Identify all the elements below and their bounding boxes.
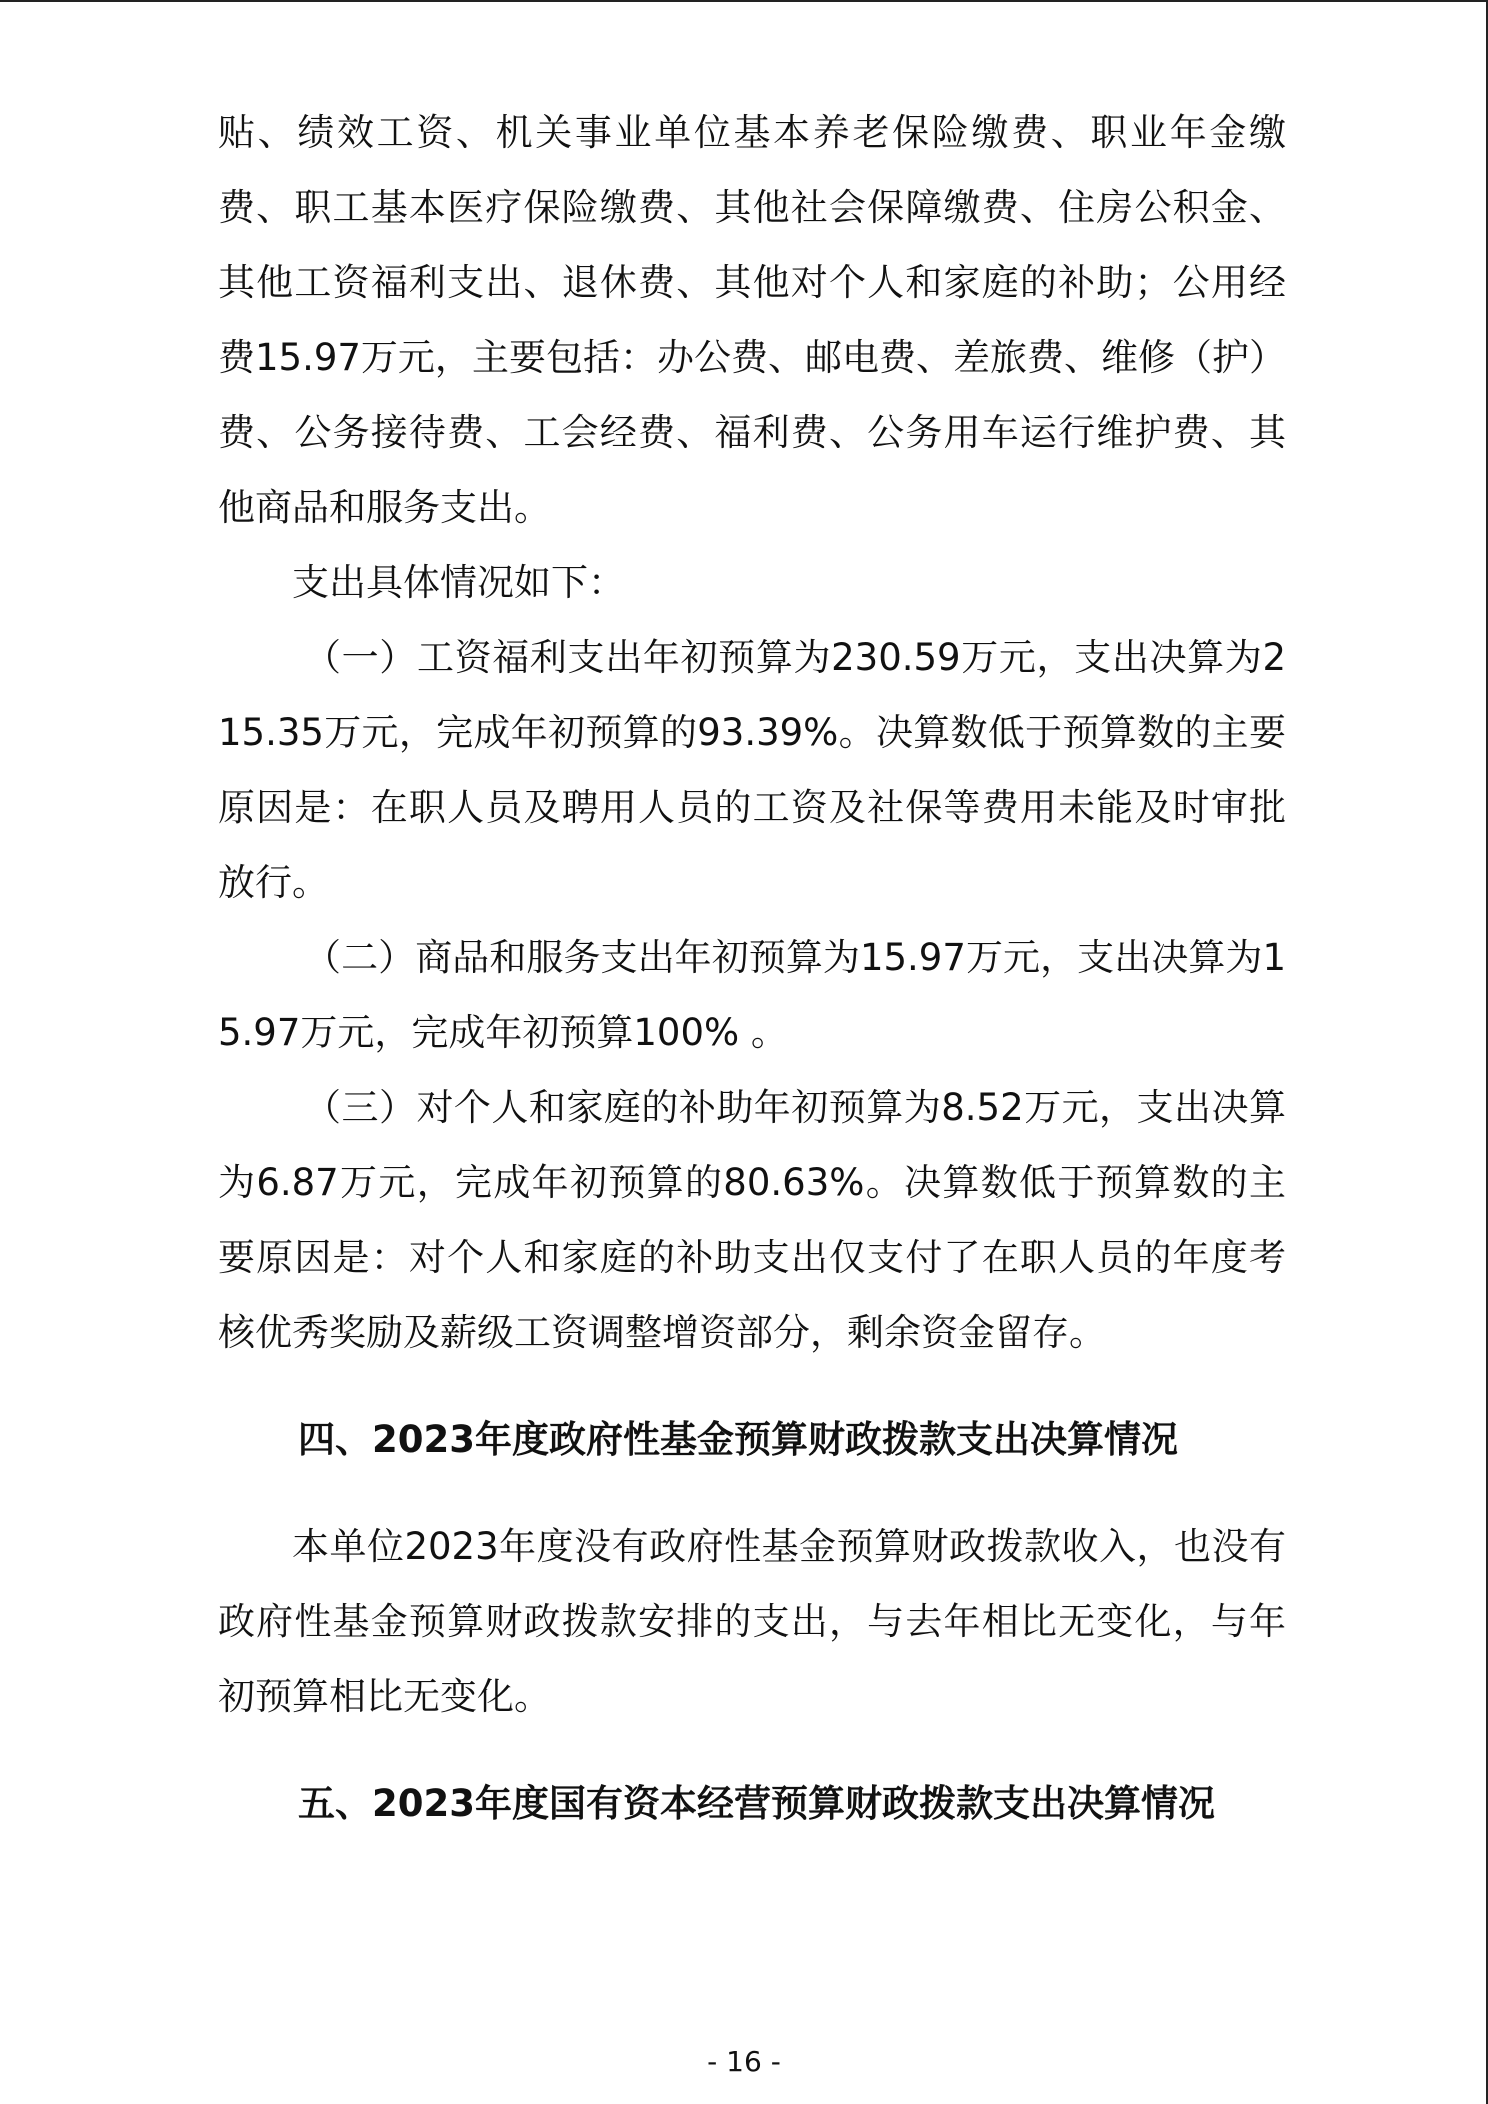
page-number: - 16 - xyxy=(707,2045,781,2078)
section-heading-state-capital: 五、2023年度国有资本经营预算财政拨款支出决算情况 xyxy=(298,1782,1215,1825)
paragraph-wage-welfare: （一）工资福利支出年初预算为230.59万元，支出决算为215.35万元，完成年初预算的93.39%。决算数低于预算数的主要原因是：在职人员及聘用人员的工资及社保等费用未能及时审批放行。 xyxy=(218,636,1286,904)
top-border xyxy=(0,0,1488,2)
paragraph-expense-intro: 支出具体情况如下： xyxy=(292,561,625,604)
paragraph-personal-subsidy: （三）对个人和家庭的补助年初预算为8.52万元，支出决算为6.87万元，完成年初预算的80.63%。决算数低于预算数的主要原因是：对个人和家庭的补助支出仅支付了在职人员的年度考核优秀奖励及薪级工资调整增资部分，剩余资金留存。 xyxy=(218,1086,1286,1354)
paragraph-goods-services: （二）商品和服务支出年初预算为15.97万元，支出决算为15.97万元，完成年初预算100% 。 xyxy=(218,936,1286,1054)
paragraph-expense-items: 贴、绩效工资、机关事业单位基本养老保险缴费、职业年金缴费、职工基本医疗保险缴费、其他社会保障缴费、住房公积金、其他工资福利支出、退休费、其他对个人和家庭的补助；公用经费15.97万元，主要包括：办公费、邮电费、差旅费、维修（护）费、公务接待费、工会经费、福利费、公务用车运行维护费、其他商品和服务支出。 xyxy=(218,111,1286,529)
section-heading-government-fund: 四、2023年度政府性基金预算财政拨款支出决算情况 xyxy=(298,1418,1178,1461)
document-body xyxy=(218,95,1286,1841)
paragraph-government-fund: 本单位2023年度没有政府性基金预算财政拨款收入，也没有政府性基金预算财政拨款安排的支出，与去年相比无变化，与年初预算相比无变化。 xyxy=(218,1525,1286,1718)
